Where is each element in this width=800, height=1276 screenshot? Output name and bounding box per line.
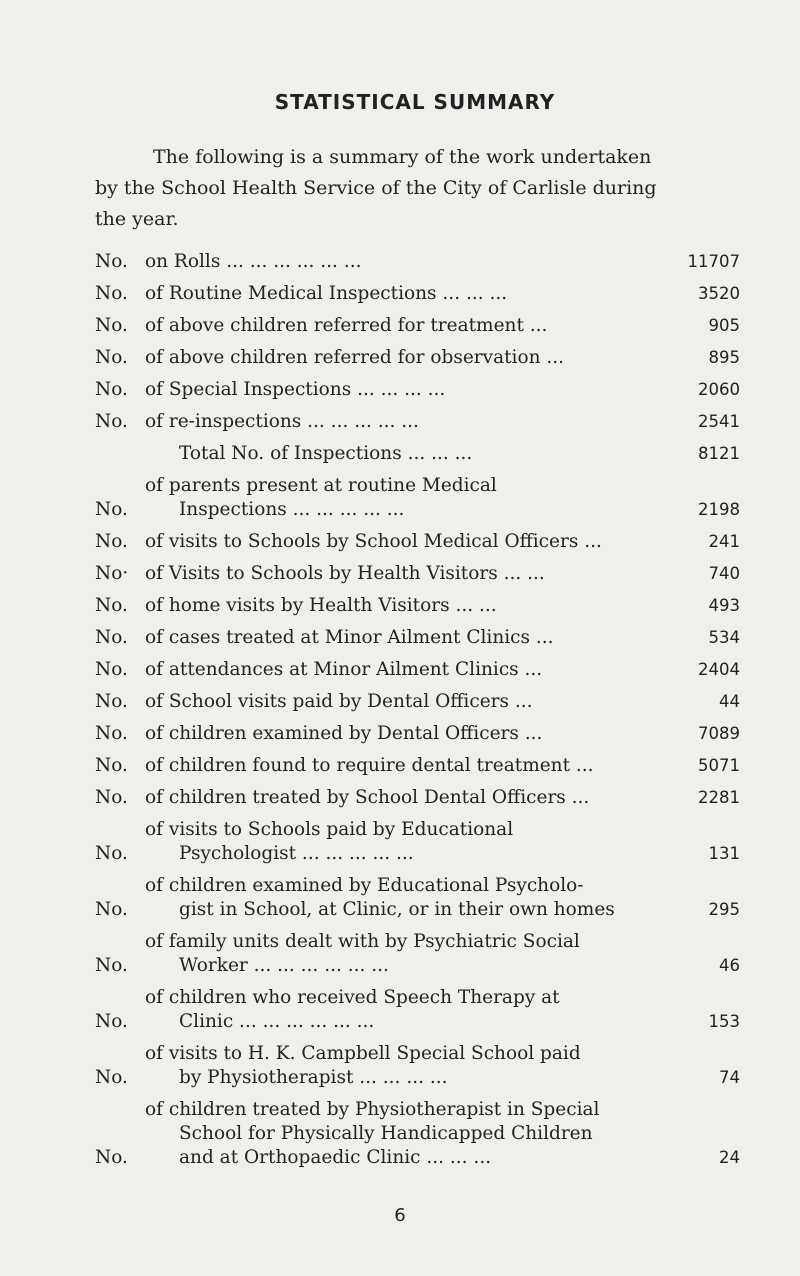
row-description-line: of children treated by School Dental Officers ... bbox=[145, 787, 590, 808]
summary-row bbox=[95, 874, 740, 922]
row-value: 2404 bbox=[698, 660, 740, 679]
row-prefix: No. bbox=[95, 283, 128, 304]
row-description bbox=[145, 410, 678, 434]
intro-paragraph bbox=[95, 142, 745, 235]
row-prefix: No. bbox=[95, 531, 128, 552]
summary-row bbox=[95, 658, 740, 682]
row-prefix: No. bbox=[95, 787, 128, 808]
summary-row bbox=[95, 818, 740, 866]
row-value: 8121 bbox=[698, 444, 740, 463]
row-description-line: and at Orthopaedic Clinic ... ... ... bbox=[179, 1147, 492, 1168]
row-value: 295 bbox=[708, 900, 740, 919]
row-description bbox=[145, 930, 678, 978]
summary-list bbox=[95, 250, 740, 1178]
row-value: 74 bbox=[719, 1068, 740, 1087]
row-description bbox=[145, 786, 678, 810]
row-description bbox=[145, 282, 678, 306]
row-prefix: No. bbox=[95, 347, 128, 368]
row-value: 3520 bbox=[698, 284, 740, 303]
row-description-line: gist in School, at Clinic, or in their own homes bbox=[179, 899, 615, 920]
row-prefix: No. bbox=[95, 251, 128, 272]
row-description bbox=[145, 818, 678, 866]
row-description bbox=[145, 754, 678, 778]
row-value: 153 bbox=[708, 1012, 740, 1031]
summary-row bbox=[95, 346, 740, 370]
row-description-line: of children examined by Educational Psycholo- bbox=[145, 875, 584, 896]
row-description bbox=[145, 1042, 678, 1090]
summary-row bbox=[95, 474, 740, 522]
row-prefix: No. bbox=[95, 755, 128, 776]
row-description bbox=[145, 346, 678, 370]
summary-row bbox=[95, 786, 740, 810]
summary-row bbox=[95, 722, 740, 746]
row-prefix: No. bbox=[95, 723, 128, 744]
row-value: 2541 bbox=[698, 412, 740, 431]
row-description bbox=[145, 626, 678, 650]
intro-line: by the School Health Service of the City of Carlisle during bbox=[95, 177, 657, 199]
row-description-line: Total No. of Inspections ... ... ... bbox=[179, 443, 473, 464]
row-description bbox=[145, 530, 678, 554]
row-description-line: of above children referred for treatment ... bbox=[145, 315, 548, 336]
row-value: 2060 bbox=[698, 380, 740, 399]
row-prefix: No. bbox=[95, 315, 128, 336]
row-description-line: of family units dealt with by Psychiatric Social bbox=[145, 931, 580, 952]
row-description bbox=[145, 690, 678, 714]
row-description-line: of children examined by Dental Officers ... bbox=[145, 723, 543, 744]
row-description-line: Inspections ... ... ... ... ... bbox=[179, 499, 405, 520]
row-description bbox=[145, 986, 678, 1034]
row-value: 2281 bbox=[698, 788, 740, 807]
row-description-line: on Rolls ... ... ... ... ... ... bbox=[145, 251, 362, 272]
row-prefix: No. bbox=[95, 955, 128, 976]
row-value: 2198 bbox=[698, 500, 740, 519]
row-value: 46 bbox=[719, 956, 740, 975]
row-value: 11707 bbox=[687, 252, 740, 271]
row-prefix: No. bbox=[95, 379, 128, 400]
summary-row bbox=[95, 754, 740, 778]
row-value: 24 bbox=[719, 1148, 740, 1167]
row-description bbox=[145, 378, 678, 402]
row-value: 5071 bbox=[698, 756, 740, 775]
row-description bbox=[145, 442, 678, 466]
row-description-line: of parents present at routine Medical bbox=[145, 475, 497, 496]
row-description-line: of cases treated at Minor Ailment Clinics ... bbox=[145, 627, 554, 648]
row-value: 131 bbox=[708, 844, 740, 863]
row-value: 7089 bbox=[698, 724, 740, 743]
row-description bbox=[145, 658, 678, 682]
summary-row bbox=[95, 250, 740, 274]
summary-row bbox=[95, 626, 740, 650]
row-description bbox=[145, 314, 678, 338]
row-description-line: Clinic ... ... ... ... ... ... bbox=[179, 1011, 375, 1032]
row-value: 740 bbox=[708, 564, 740, 583]
summary-row bbox=[95, 690, 740, 714]
row-description-line: by Physiotherapist ... ... ... ... bbox=[179, 1067, 448, 1088]
row-prefix: No. bbox=[95, 843, 128, 864]
row-description-line: of visits to H. K. Campbell Special School paid bbox=[145, 1043, 581, 1064]
summary-row bbox=[95, 410, 740, 434]
row-description bbox=[145, 250, 678, 274]
row-prefix: No· bbox=[95, 563, 129, 584]
summary-row bbox=[95, 930, 740, 978]
row-prefix: No. bbox=[95, 499, 128, 520]
row-description-line: of visits to Schools paid by Educational bbox=[145, 819, 514, 840]
summary-row bbox=[95, 986, 740, 1034]
row-description bbox=[145, 594, 678, 618]
page-number: 6 bbox=[394, 1205, 406, 1226]
row-value: 905 bbox=[708, 316, 740, 335]
summary-row bbox=[95, 594, 740, 618]
row-value: 44 bbox=[719, 692, 740, 711]
row-value: 241 bbox=[708, 532, 740, 551]
row-description-line: Psychologist ... ... ... ... ... bbox=[179, 843, 414, 864]
row-value: 534 bbox=[708, 628, 740, 647]
summary-row bbox=[95, 1098, 740, 1170]
summary-row bbox=[95, 378, 740, 402]
row-prefix: No. bbox=[95, 1147, 128, 1168]
summary-row bbox=[95, 442, 740, 466]
summary-row bbox=[95, 314, 740, 338]
row-description-line: of School visits paid by Dental Officers ... bbox=[145, 691, 533, 712]
row-prefix: No. bbox=[95, 627, 128, 648]
row-prefix: No. bbox=[95, 1011, 128, 1032]
row-description bbox=[145, 562, 678, 586]
row-value: 895 bbox=[708, 348, 740, 367]
row-description-line: of re-inspections ... ... ... ... ... bbox=[145, 411, 419, 432]
row-description-line: of attendances at Minor Ailment Clinics ... bbox=[145, 659, 543, 680]
row-description-line: School for Physically Handicapped Children bbox=[179, 1123, 593, 1144]
row-description bbox=[145, 722, 678, 746]
row-prefix: No. bbox=[95, 1067, 128, 1088]
page-title: STATISTICAL SUMMARY bbox=[274, 90, 556, 114]
row-description-line: of Visits to Schools by Health Visitors ... ... bbox=[145, 563, 545, 584]
row-prefix: No. bbox=[95, 411, 128, 432]
row-description-line: of Routine Medical Inspections ... ... ... bbox=[145, 283, 508, 304]
row-description-line: Worker ... ... ... ... ... ... bbox=[179, 955, 389, 976]
row-description-line: of children found to require dental treatment ... bbox=[145, 755, 594, 776]
summary-row bbox=[95, 562, 740, 586]
summary-row bbox=[95, 1042, 740, 1090]
intro-line: the year. bbox=[95, 208, 179, 230]
row-prefix: No. bbox=[95, 899, 128, 920]
row-prefix: No. bbox=[95, 691, 128, 712]
row-prefix: No. bbox=[95, 659, 128, 680]
row-description-line: of children who received Speech Therapy at bbox=[145, 987, 560, 1008]
row-description-line: of Special Inspections ... ... ... ... bbox=[145, 379, 446, 400]
row-description-line: of above children referred for observation ... bbox=[145, 347, 565, 368]
row-description-line: of visits to Schools by School Medical Officers ... bbox=[145, 531, 602, 552]
row-description bbox=[145, 474, 678, 522]
row-prefix: No. bbox=[95, 595, 128, 616]
summary-row bbox=[95, 282, 740, 306]
summary-row bbox=[95, 530, 740, 554]
row-description-line: of children treated by Physiotherapist in Special bbox=[145, 1099, 600, 1120]
intro-line: The following is a summary of the work undertaken bbox=[153, 146, 652, 168]
row-description bbox=[145, 874, 678, 922]
row-value: 493 bbox=[708, 596, 740, 615]
row-description-line: of home visits by Health Visitors ... ... bbox=[145, 595, 497, 616]
row-description bbox=[145, 1098, 678, 1170]
